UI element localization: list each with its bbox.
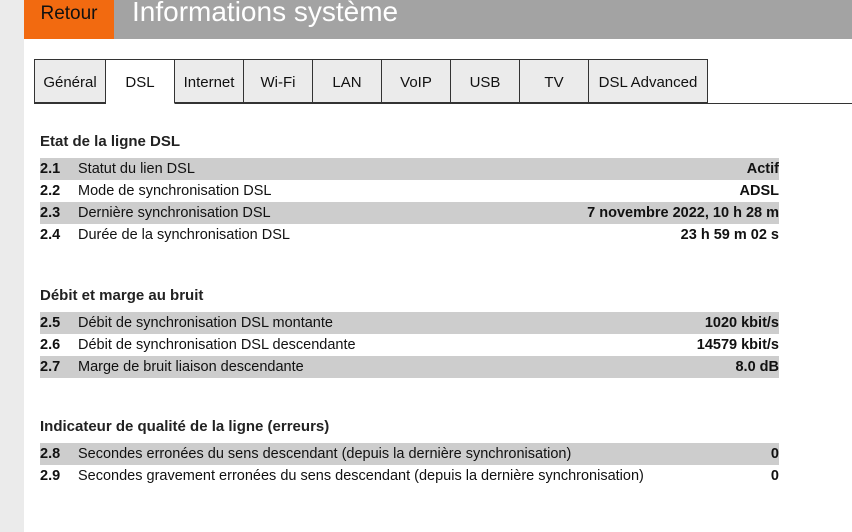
- row-value: 8.0 dB: [735, 359, 779, 375]
- section-title: Etat de la ligne DSL: [40, 133, 181, 150]
- section-title: Indicateur de qualité de la ligne (erreurs): [40, 418, 330, 435]
- section-line-quality-errors: [40, 416, 779, 487]
- row-value: 14579 kbit/s: [696, 337, 779, 353]
- tab-general[interactable]: Général: [34, 59, 106, 103]
- table-row: [40, 224, 779, 246]
- tab-bar: [34, 59, 708, 103]
- tab-tv[interactable]: TV: [520, 59, 589, 103]
- row-value: 23 h 59 m 02 s: [680, 227, 779, 243]
- row-label: Secondes gravement erronées du sens descendant (depuis la dernière synchronisation): [78, 468, 644, 484]
- tab-usb[interactable]: USB: [451, 59, 520, 103]
- table-row: [40, 334, 779, 356]
- row-number: 2.1: [40, 161, 61, 177]
- row-number: 2.5: [40, 315, 61, 331]
- row-label: Secondes erronées du sens descendant (depuis la dernière synchronisation): [78, 446, 572, 462]
- header-bar: [24, 0, 852, 39]
- row-value: Actif: [746, 161, 779, 177]
- row-number: 2.6: [40, 337, 61, 353]
- row-value: 0: [770, 468, 779, 484]
- page-title: Informations système: [132, 0, 399, 27]
- row-number: 2.9: [40, 468, 61, 484]
- row-number: 2.4: [40, 227, 61, 243]
- table-row: [40, 158, 779, 180]
- section-title: Débit et marge au bruit: [40, 287, 204, 304]
- row-label: Durée de la synchronisation DSL: [78, 227, 290, 243]
- tab-internet[interactable]: Internet: [175, 59, 244, 103]
- row-label: Marge de bruit liaison descendante: [78, 359, 304, 375]
- row-value: 1020 kbit/s: [704, 315, 779, 331]
- tab-voip[interactable]: VoIP: [382, 59, 451, 103]
- row-value: 7 novembre 2022, 10 h 28 m: [587, 205, 779, 221]
- row-number: 2.2: [40, 183, 61, 199]
- tab-lan[interactable]: LAN: [313, 59, 382, 103]
- back-button[interactable]: Retour: [24, 0, 114, 39]
- table-row: [40, 180, 779, 202]
- row-number: 2.8: [40, 446, 61, 462]
- table-row: [40, 312, 779, 334]
- tab-dsl-advanced[interactable]: DSL Advanced: [589, 59, 708, 103]
- row-number: 2.3: [40, 205, 61, 221]
- row-label: Débit de synchronisation DSL montante: [78, 315, 333, 331]
- row-number: 2.7: [40, 359, 61, 375]
- table-row: [40, 443, 779, 465]
- row-value: ADSL: [739, 183, 779, 199]
- section-dsl-line-status: [40, 131, 779, 246]
- row-label: Débit de synchronisation DSL descendante: [78, 337, 356, 353]
- tab-wifi[interactable]: Wi-Fi: [244, 59, 313, 103]
- section-rate-and-noise-margin: [40, 285, 779, 378]
- row-label: Statut du lien DSL: [78, 161, 195, 177]
- row-label: Dernière synchronisation DSL: [78, 205, 271, 221]
- row-label: Mode de synchronisation DSL: [78, 183, 272, 199]
- table-row: [40, 202, 779, 224]
- table-row: [40, 465, 779, 487]
- tab-dsl[interactable]: DSL: [106, 59, 175, 104]
- row-value: 0: [770, 446, 779, 462]
- table-row: [40, 356, 779, 378]
- page: [24, 0, 852, 532]
